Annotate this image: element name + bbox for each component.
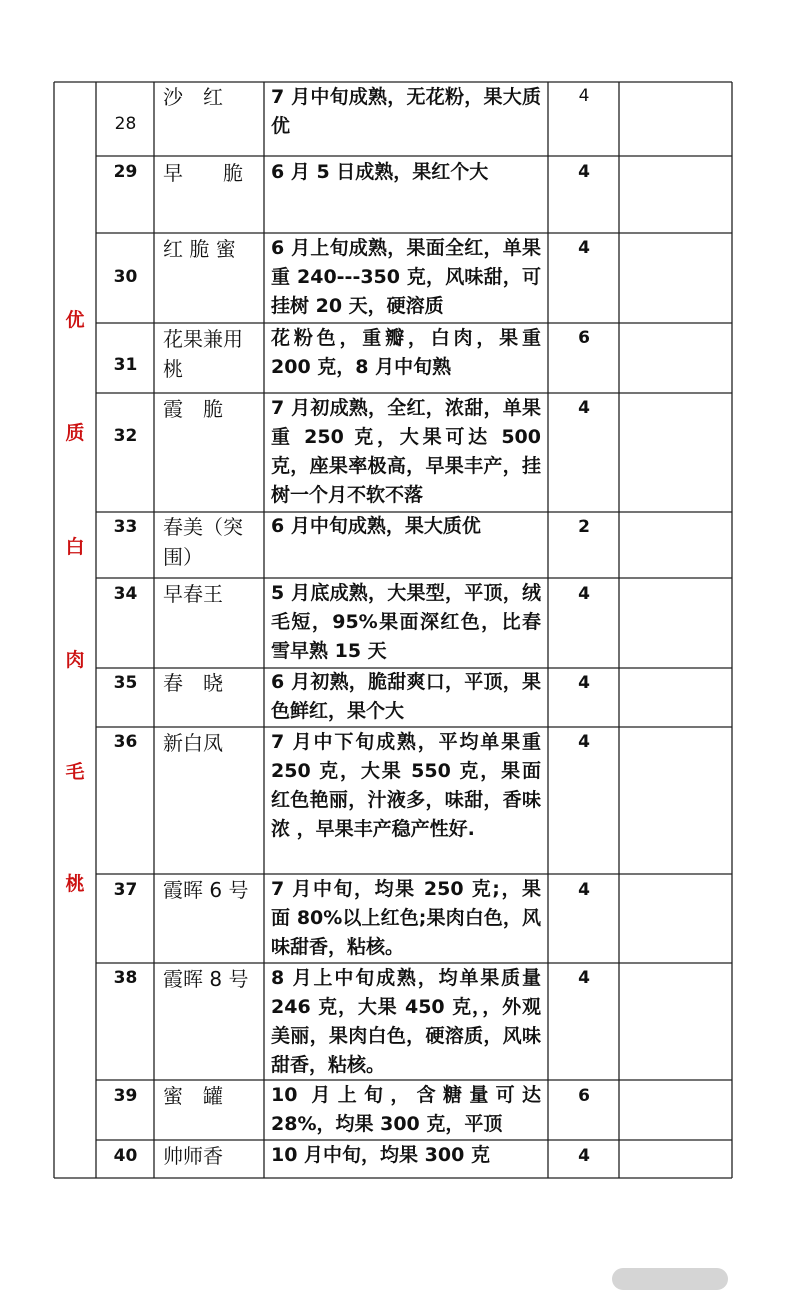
row-number: 28 bbox=[114, 114, 137, 134]
quantity: 4 bbox=[578, 880, 590, 900]
variety-description: 7 月中旬，均果 250 克;，果面 80%以上红色;果肉白色，风味甜香，粘核。 bbox=[271, 878, 541, 958]
row-number: 35 bbox=[113, 673, 138, 693]
row-number: 34 bbox=[113, 584, 138, 604]
row-number: 37 bbox=[113, 880, 138, 900]
quantity: 4 bbox=[578, 86, 590, 106]
variety-description: 7 月中下旬成熟，平均单果重 250 克，大果 550 克，果面红色艳丽，汁液多，味甜，香味浓 ，早果丰产稳产性好. bbox=[271, 731, 541, 840]
category-char: 肉 bbox=[65, 649, 85, 671]
variety-description: 6 月 5 日成熟，果红个大 bbox=[271, 161, 489, 183]
variety-description: 6 月中旬成熟，果大质优 bbox=[271, 515, 481, 537]
variety-name: 蜜 罐 bbox=[163, 1084, 223, 1108]
quantity: 4 bbox=[578, 732, 590, 752]
quantity: 4 bbox=[578, 584, 590, 604]
quantity: 4 bbox=[578, 673, 590, 693]
quantity: 6 bbox=[578, 328, 590, 348]
variety-name: 早 脆 bbox=[163, 161, 243, 185]
home-indicator[interactable] bbox=[612, 1268, 728, 1290]
variety-name: 春美（突围） bbox=[163, 515, 243, 569]
row-number: 31 bbox=[113, 355, 138, 375]
quantity: 6 bbox=[578, 1086, 590, 1106]
variety-description: 6 月初熟，脆甜爽口，平顶，果色鲜红，果个大 bbox=[271, 671, 541, 722]
row-number: 32 bbox=[113, 426, 138, 446]
quantity: 4 bbox=[578, 968, 590, 988]
variety-name: 霞 脆 bbox=[163, 397, 223, 421]
category-char: 优 bbox=[65, 309, 85, 331]
variety-name: 帅师香 bbox=[163, 1144, 223, 1168]
variety-name: 花果兼用桃 bbox=[163, 327, 243, 381]
category-char: 毛 bbox=[65, 761, 85, 783]
variety-description: 7 月中旬成熟，无花粉，果大质优 bbox=[271, 86, 541, 137]
variety-name: 沙 红 bbox=[163, 85, 223, 109]
quantity: 4 bbox=[578, 162, 590, 182]
variety-description: 6 月上旬成熟，果面全红，单果重 240---350 克，风味甜，可挂树 20 天，硬溶质 bbox=[271, 237, 541, 317]
variety-description: 10 月上旬，含糖量可达 28%，均果 300 克，平顶 bbox=[271, 1084, 541, 1135]
row-number: 38 bbox=[113, 968, 138, 988]
row-number: 40 bbox=[113, 1146, 138, 1166]
quantity: 2 bbox=[578, 517, 590, 537]
variety-description: 8 月上中旬成熟，均单果质量 246 克，大果 450 克，，外观美丽，果肉白色，硬溶质，风味甜香，粘核。 bbox=[271, 967, 541, 1076]
variety-name: 霞晖 8 号 bbox=[163, 967, 249, 991]
quantity: 4 bbox=[578, 238, 590, 258]
row-number: 39 bbox=[113, 1086, 138, 1106]
variety-name: 春 晓 bbox=[163, 671, 223, 695]
variety-name: 新白凤 bbox=[163, 731, 223, 755]
variety-description: 7 月初成熟，全红，浓甜，单果重 250 克，大果可达 500 克，座果率极高，早果丰产，挂树一个月不软不落 bbox=[271, 397, 541, 506]
variety-name: 早春王 bbox=[163, 582, 223, 606]
variety-description: 10 月中旬，均果 300 克 bbox=[271, 1144, 490, 1166]
variety-description: 花粉色，重瓣，白肉，果重 200 克，8 月中旬熟 bbox=[271, 327, 541, 378]
variety-name: 红 脆 蜜 bbox=[163, 237, 236, 261]
row-number: 33 bbox=[113, 517, 138, 537]
category-char: 质 bbox=[65, 422, 85, 444]
row-number: 29 bbox=[113, 162, 138, 182]
category-char: 桃 bbox=[65, 873, 85, 895]
row-number: 36 bbox=[113, 732, 138, 752]
category-char: 白 bbox=[65, 536, 85, 558]
quantity: 4 bbox=[578, 398, 590, 418]
row-number: 30 bbox=[113, 267, 138, 287]
variety-name: 霞晖 6 号 bbox=[163, 878, 249, 902]
variety-description: 5 月底成熟，大果型，平顶，绒毛短，95%果面深红色，比春雪早熟 15 天 bbox=[271, 582, 541, 662]
quantity: 4 bbox=[578, 1146, 590, 1166]
